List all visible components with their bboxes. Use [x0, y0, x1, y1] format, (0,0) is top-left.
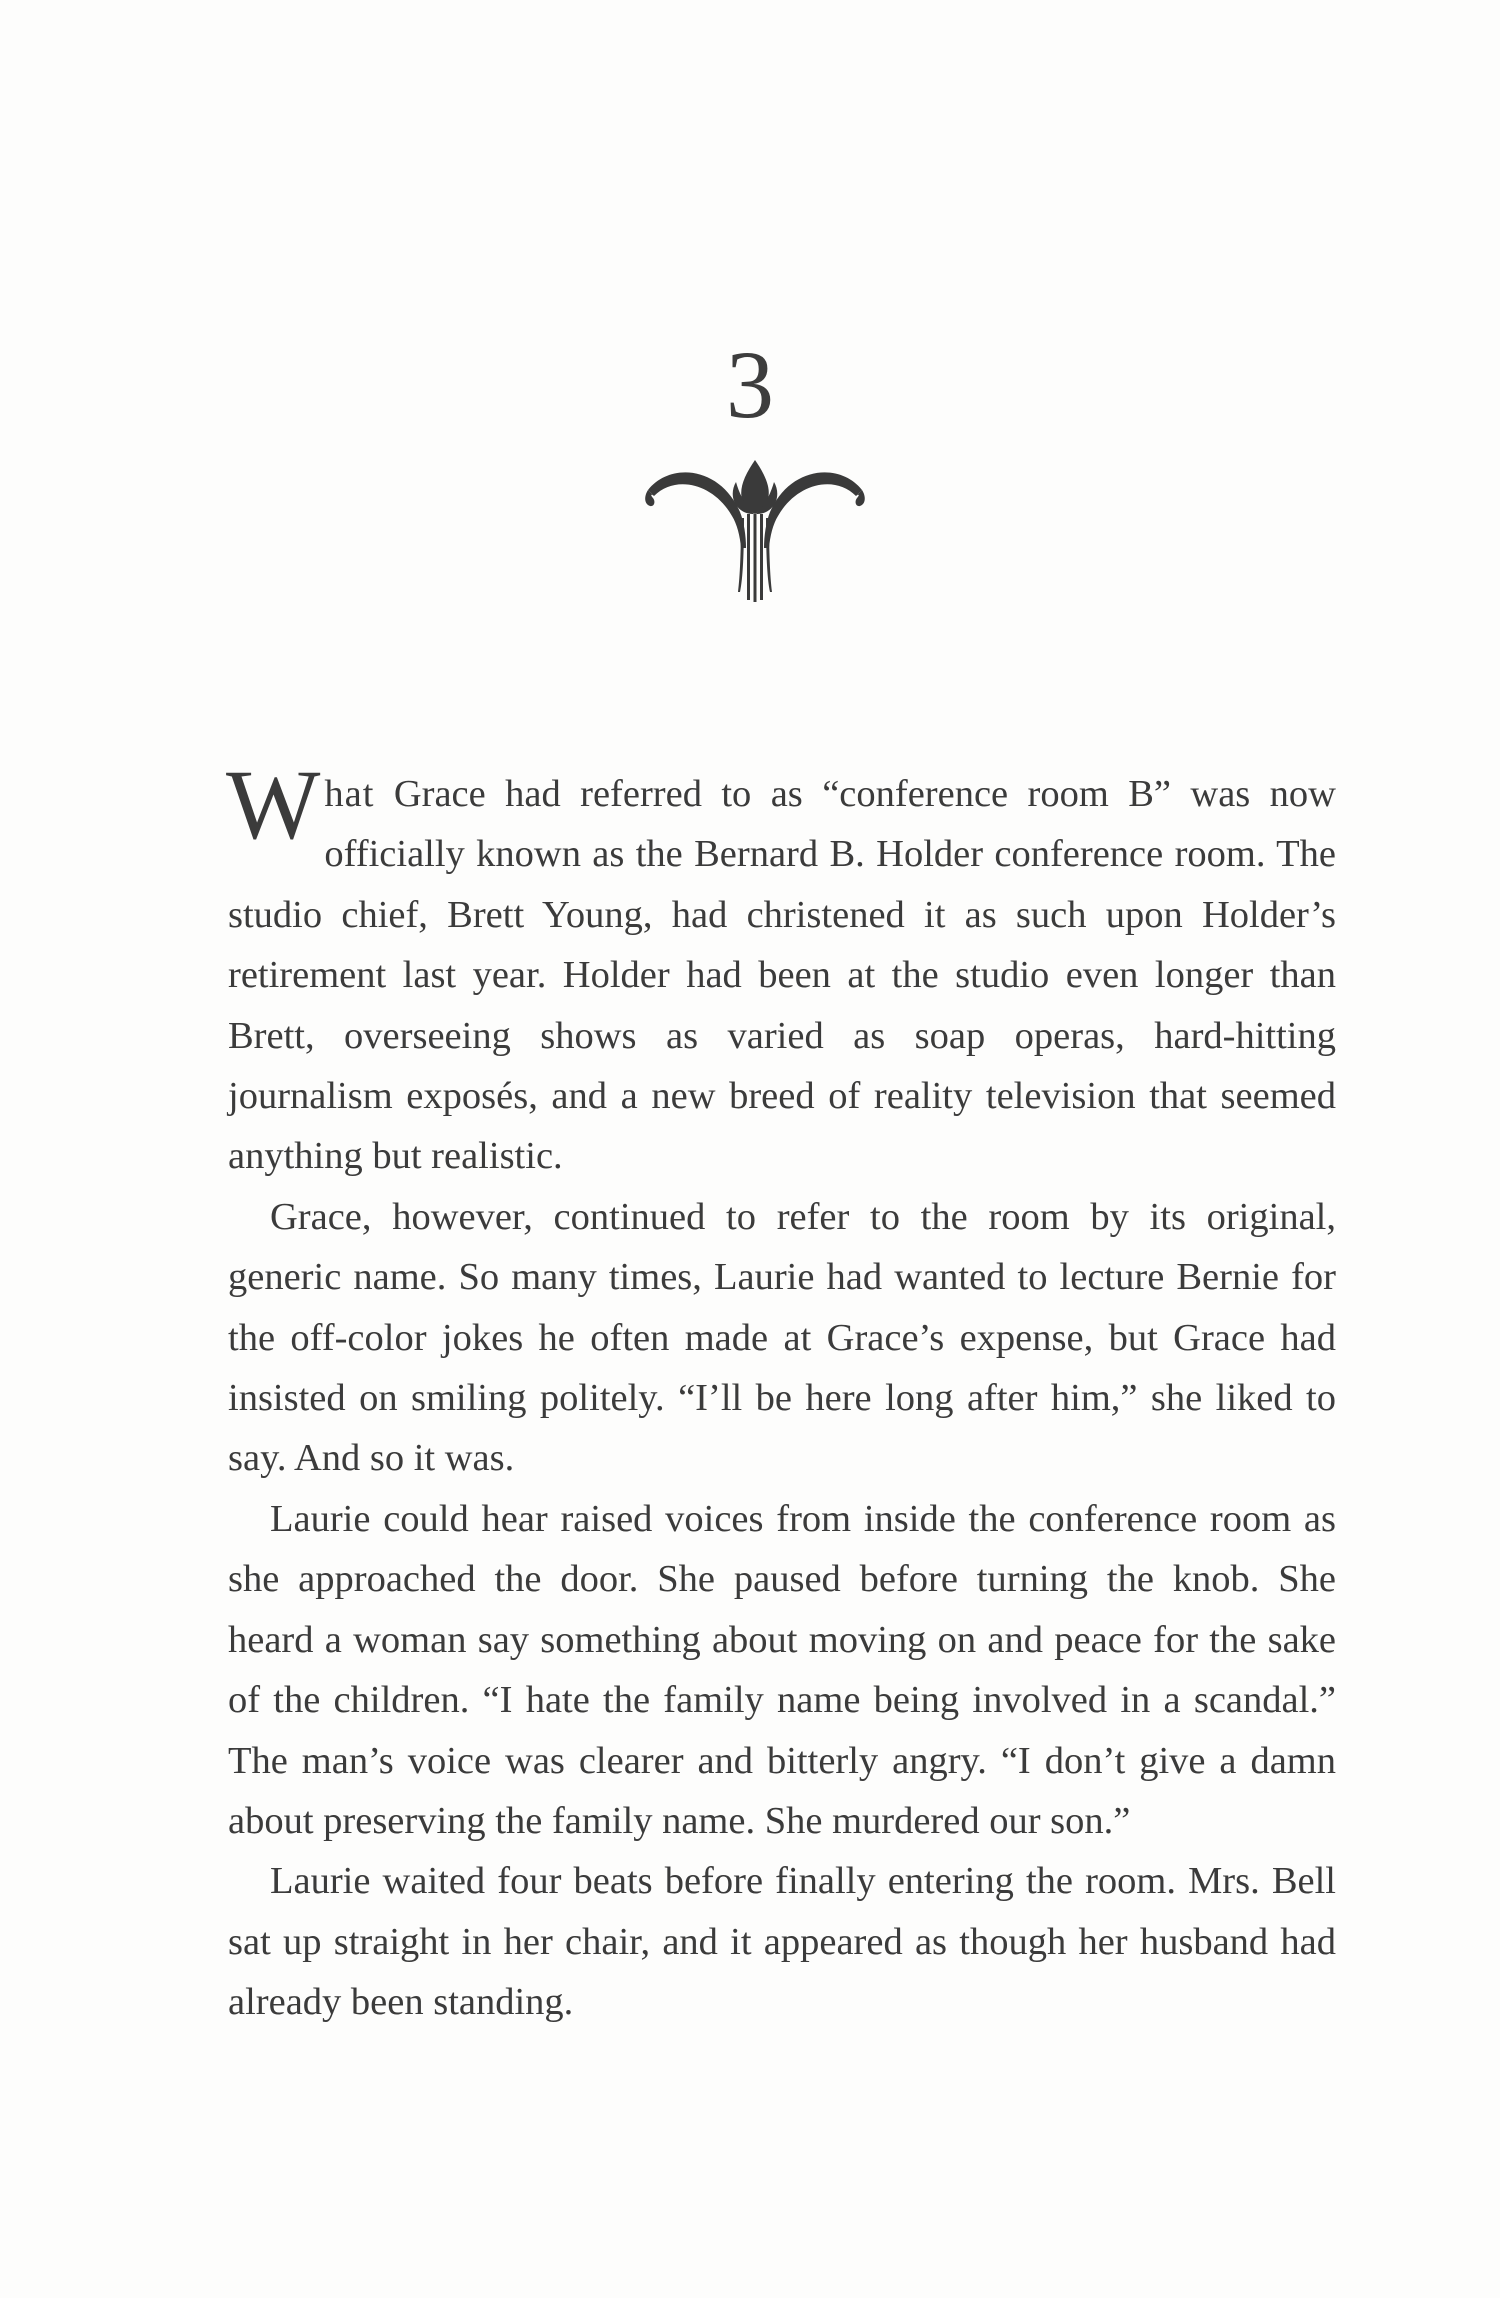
- paragraph-4: Laurie waited four beats before finally entering the room. Mrs. Bell sat up straight in her chair, and it appeared as though her husband had already been standing.: [228, 1860, 1336, 2024]
- chapter-body: [226, 749, 1336, 2033]
- paragraph-1-lead: hat: [324, 773, 375, 815]
- fleuron-lily-icon: [640, 452, 870, 602]
- paragraph-1-text: Grace had referred to as “conference room B” was now officially known as the Bernard B. Holder conference room. The studio chief, Brett Young, had christened it as such upon Holder’s retirement last year. Holder had been at the studio even longer than Brett, overseeing shows as varied as soap operas, hard-hitting journalism exposés, and a new breed of reality television that seemed anything but realistic.: [228, 773, 1336, 1178]
- drop-cap: W: [226, 749, 321, 860]
- paragraph-1: [226, 749, 1336, 1187]
- paragraph-2: Grace, however, continued to refer to the room by its original, generic name. So many times, Laurie had wanted to lecture Bernie for the off-color jokes he often made at Grace’s expense, but Grace had insisted on smiling politely. “I’ll be here long after him,” she liked to say. And so it was.: [228, 1195, 1336, 1480]
- paragraph-3: Laurie could hear raised voices from inside the conference room as she approached the door. She paused before turning the knob. She heard a woman say something about moving on and peace for the sake of the children. “I hate the family name being involved in a scandal.” The man’s voice was clearer and bitterly angry. “I don’t give a damn about preserving the family name. She murdered our son.”: [228, 1497, 1336, 1842]
- chapter-number: 3: [726, 331, 774, 438]
